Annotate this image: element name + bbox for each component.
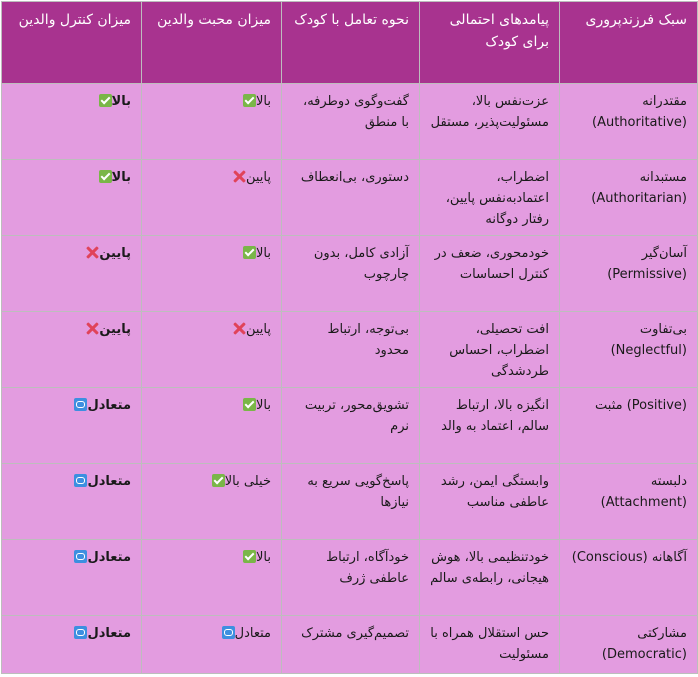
parenting-styles-table <box>1 1 698 674</box>
table-row <box>2 464 698 540</box>
check-icon <box>99 170 112 183</box>
cell-affection-label: بالا <box>256 246 271 261</box>
moderate-icon <box>222 626 235 639</box>
cell-affection-label: پایین <box>245 322 271 337</box>
cell-control-label: متعادل <box>87 474 131 489</box>
cell-interaction: آزادی کامل، بدون چارچوب <box>282 236 420 312</box>
cell-control <box>2 464 142 540</box>
cell-affection <box>142 540 282 616</box>
cell-control-label: متعادل <box>87 398 131 413</box>
check-icon <box>212 474 225 487</box>
cell-affection <box>142 388 282 464</box>
cell-outcome: حس استقلال همراه با مسئولیت <box>420 616 560 674</box>
check-icon <box>243 398 256 411</box>
check-icon <box>243 550 256 563</box>
cell-affection-label: بالا <box>256 94 271 109</box>
cell-control-label: پایین <box>99 246 131 261</box>
moderate-icon <box>74 550 87 563</box>
header-style: سبک فرزندپروری <box>560 2 698 84</box>
cell-affection <box>142 464 282 540</box>
table-row <box>2 236 698 312</box>
cell-outcome: وابستگی ایمن، رشد عاطفی مناسب <box>420 464 560 540</box>
cell-control-label: بالا <box>111 170 131 185</box>
cell-style: مقتدرانه (Authoritative) <box>560 84 698 160</box>
header-interaction: نحوه تعامل با کودک <box>282 2 420 84</box>
header-affection: میزان محبت والدین <box>142 2 282 84</box>
table-row <box>2 84 698 160</box>
cell-affection-label: خیلی بالا <box>224 474 271 489</box>
cell-affection-label: متعادل <box>234 626 271 641</box>
cell-affection <box>142 312 282 388</box>
cell-control <box>2 84 142 160</box>
table-row <box>2 540 698 616</box>
cell-style: آگاهانه (Conscious) <box>560 540 698 616</box>
cell-interaction: خودآگاه، ارتباط عاطفی ژرف <box>282 540 420 616</box>
cell-affection <box>142 84 282 160</box>
table-row <box>2 388 698 464</box>
cell-style: (Positive) مثبت <box>560 388 698 464</box>
table-row <box>2 616 698 674</box>
cell-style: مستبدانه (Authoritarian) <box>560 160 698 236</box>
moderate-icon <box>74 474 87 487</box>
cell-control-label: متعادل <box>87 626 131 641</box>
cell-control <box>2 540 142 616</box>
cross-icon <box>233 322 246 335</box>
cell-interaction: تصمیم‌گیری مشترک <box>282 616 420 674</box>
cell-control <box>2 616 142 674</box>
check-icon <box>243 246 256 259</box>
cell-interaction: تشویق‌محور، تربیت نرم <box>282 388 420 464</box>
cell-style: مشارکتی (Democratic) <box>560 616 698 674</box>
cell-control-label: بالا <box>111 94 131 109</box>
cell-affection <box>142 616 282 674</box>
cell-style: بی‌تفاوت (Neglectful) <box>560 312 698 388</box>
cross-icon <box>233 170 246 183</box>
cell-style: دلبسته (Attachment) <box>560 464 698 540</box>
table-row <box>2 160 698 236</box>
cell-control-label: پایین <box>99 322 131 337</box>
cell-outcome: عزت‌نفس بالا، مسئولیت‌پذیر، مستقل <box>420 84 560 160</box>
cell-interaction: بی‌توجه، ارتباط محدود <box>282 312 420 388</box>
cell-outcome: خودمحوری، ضعف در کنترل احساسات <box>420 236 560 312</box>
cell-control <box>2 236 142 312</box>
cell-affection-label: بالا <box>256 550 271 565</box>
moderate-icon <box>74 626 87 639</box>
cell-control-label: متعادل <box>87 550 131 565</box>
cell-interaction: دستوری، بی‌انعطاف <box>282 160 420 236</box>
cell-interaction: گفت‌وگوی دوطرفه، با منطق <box>282 84 420 160</box>
cell-outcome: خودتنظیمی بالا، هوش هیجانی، رابطه‌ی سالم <box>420 540 560 616</box>
cell-control <box>2 160 142 236</box>
cell-outcome: افت تحصیلی، اضطراب، احساس طردشدگی <box>420 312 560 388</box>
header-outcome: پیامدهای احتمالی برای کودک <box>420 2 560 84</box>
moderate-icon <box>74 398 87 411</box>
cell-outcome: اضطراب، اعتمادبه‌نفس پایین، رفتار دوگانه <box>420 160 560 236</box>
cross-icon <box>86 246 99 259</box>
cell-affection <box>142 236 282 312</box>
cell-outcome: انگیزه بالا، ارتباط سالم، اعتماد به والد <box>420 388 560 464</box>
header-control: میزان کنترل والدین <box>2 2 142 84</box>
cell-affection <box>142 160 282 236</box>
check-icon <box>243 94 256 107</box>
check-icon <box>99 94 112 107</box>
cell-affection-label: بالا <box>256 398 271 413</box>
table-row <box>2 312 698 388</box>
cell-control <box>2 312 142 388</box>
cell-interaction: پاسخ‌گویی سریع به نیازها <box>282 464 420 540</box>
cross-icon <box>86 322 99 335</box>
cell-affection-label: پایین <box>245 170 271 185</box>
header-row <box>2 2 698 84</box>
cell-control <box>2 388 142 464</box>
cell-style: آسان‌گیر (Permissive) <box>560 236 698 312</box>
